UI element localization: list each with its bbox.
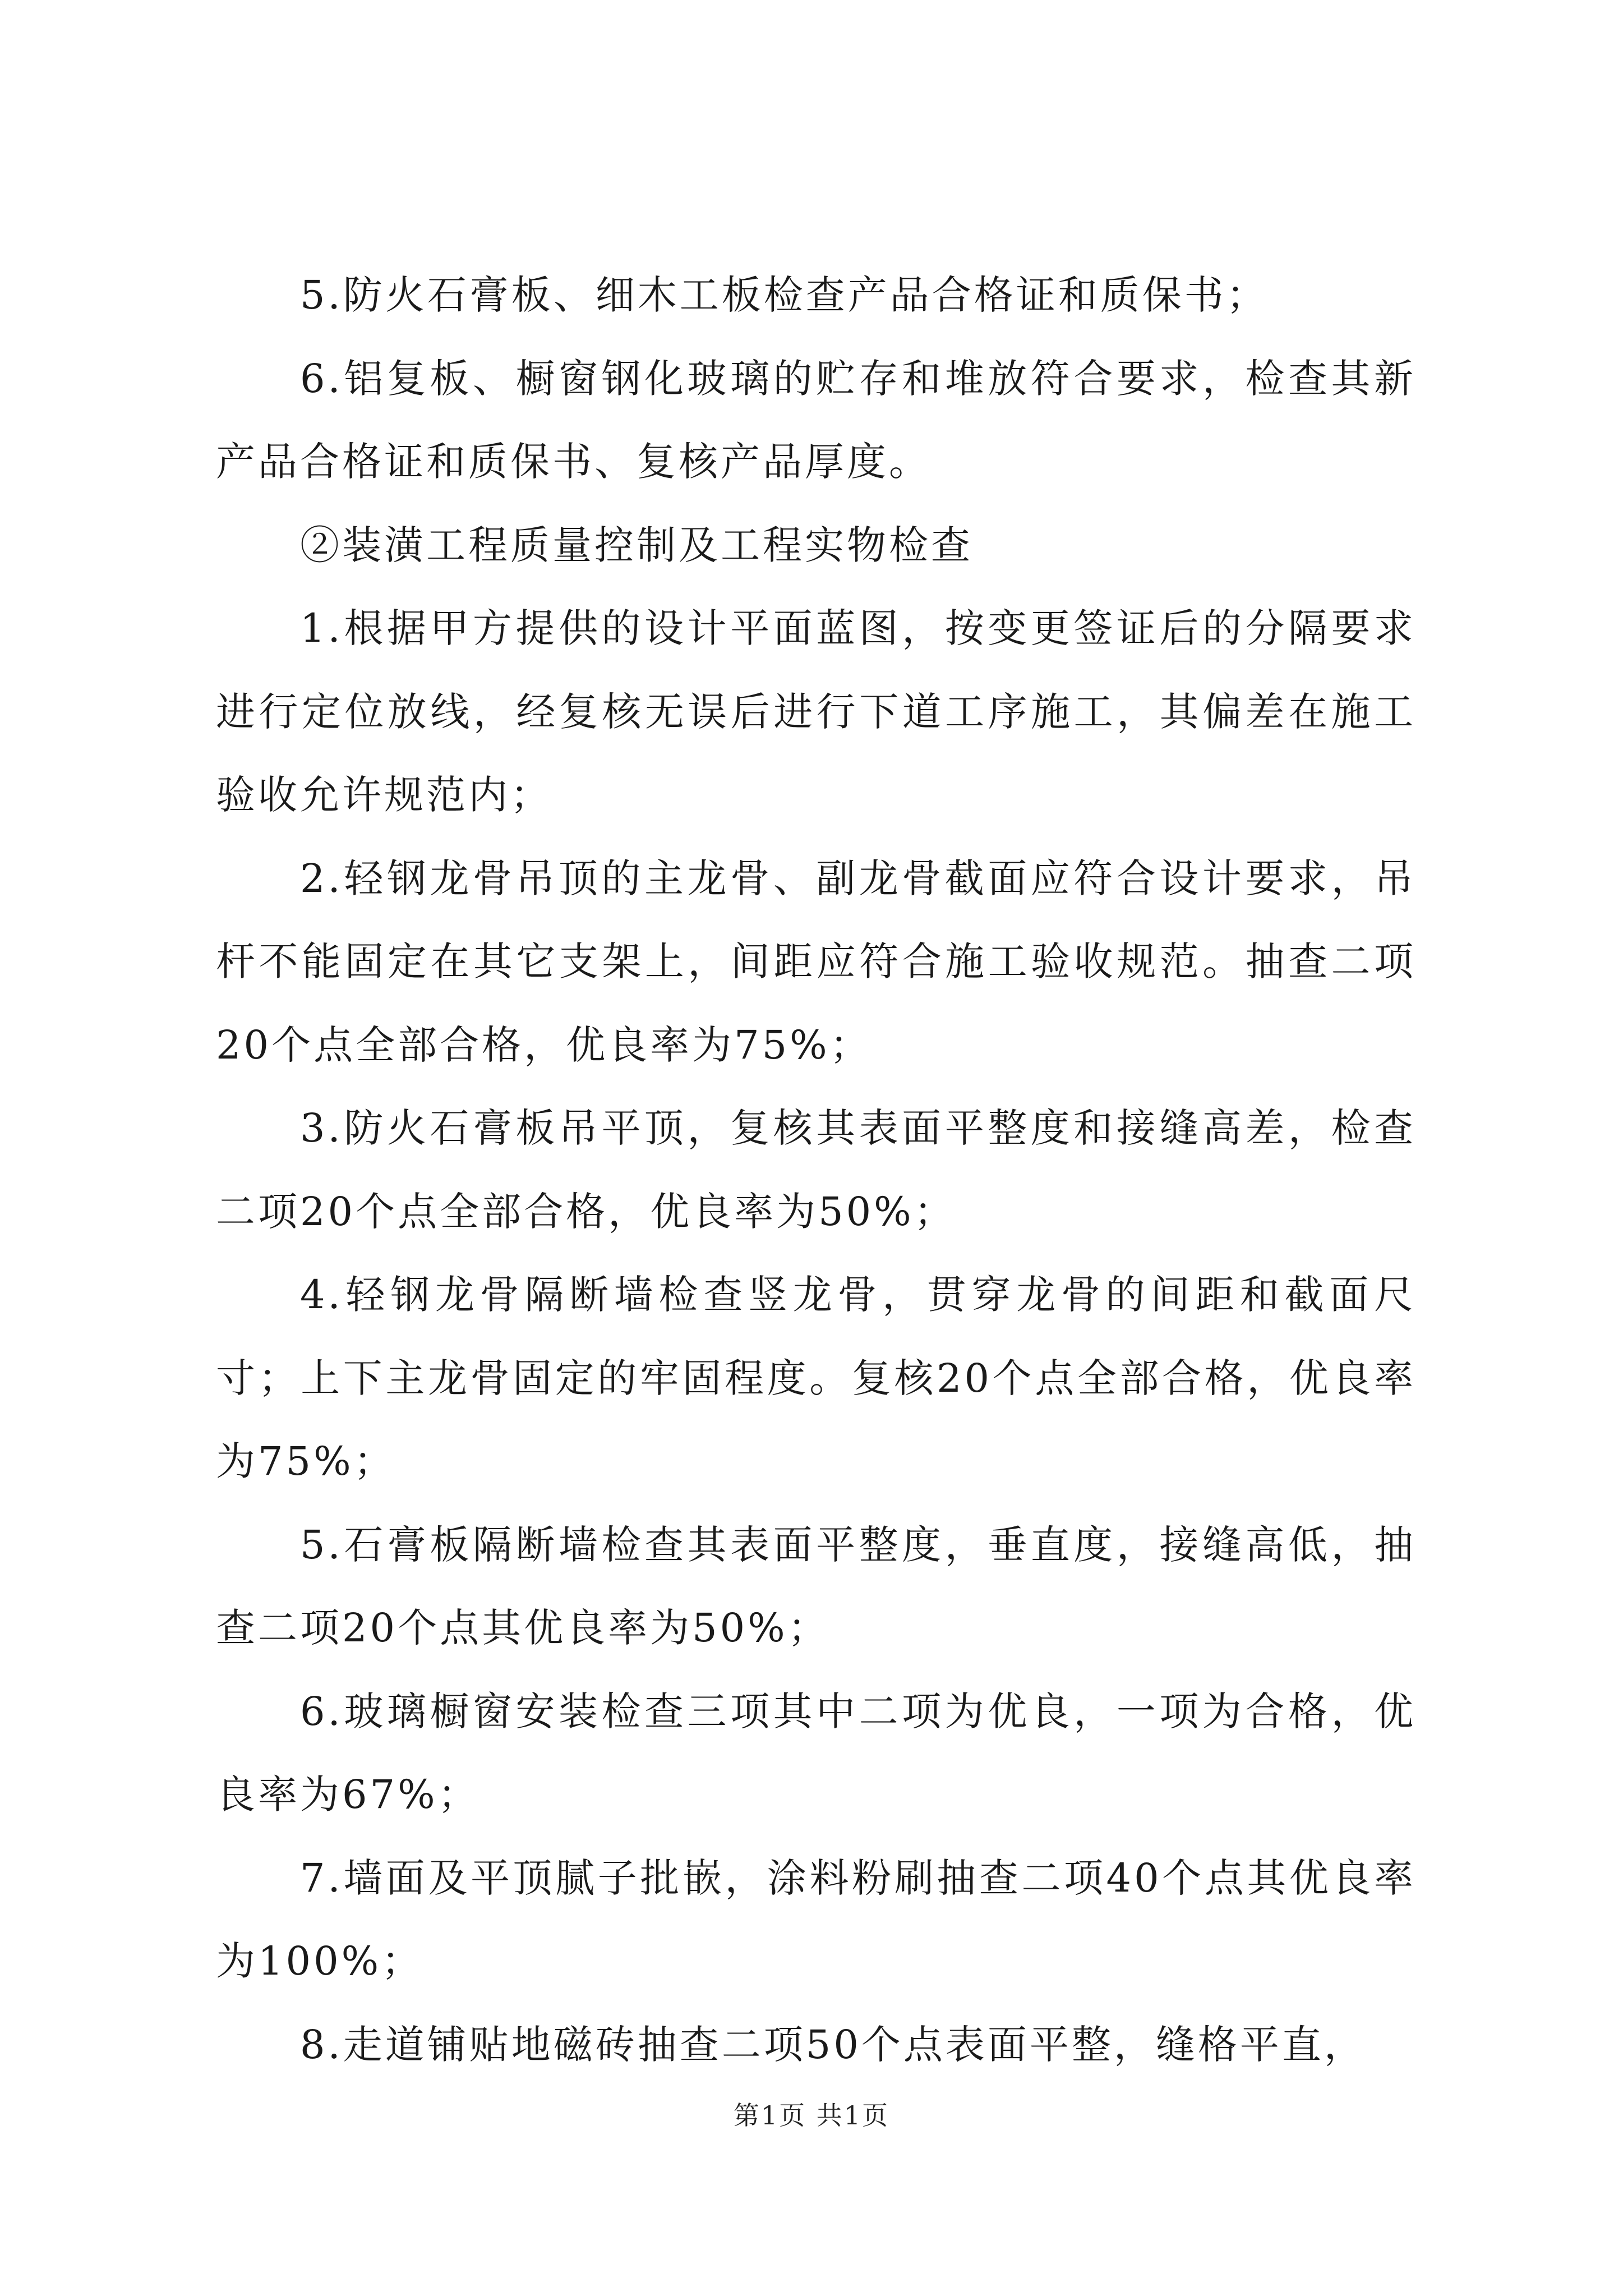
- paragraph-check-7: 7.墙面及平顶腻子批嵌，涂料粉刷抽查二项40个点其优良率为100%；: [216, 1855, 1416, 1984]
- paragraph-check-2: 2.轻钢龙骨吊顶的主龙骨、副龙骨截面应符合设计要求，吊杆不能固定在其它支架上，间距应符合施工验收规范。抽查二项20个点全部合格，优良率为75%；: [216, 855, 1416, 1068]
- paragraph-check-6: 6.玻璃橱窗安装检查三项其中二项为优良，一项为合格，优良率为67%；: [216, 1688, 1416, 1818]
- paragraph-check-3: 3.防火石膏板吊平顶，复核其表面平整度和接缝高差，检查二项20个点全部合格，优良率为50%；: [216, 1105, 1416, 1235]
- paragraph-item-6: 6.铝复板、橱窗钢化玻璃的贮存和堆放符合要求，检查其新产品合格证和质保书、复核产品厚度。: [216, 355, 1416, 485]
- paragraph-check-1: 1.根据甲方提供的设计平面蓝图，按变更签证后的分隔要求进行定位放线，经复核无误后进行下道工序施工，其偏差在施工验收允许规范内；: [216, 605, 1416, 818]
- paragraph-check-4: 4.轻钢龙骨隔断墙检查竖龙骨，贯穿龙骨的间距和截面尺寸；上下主龙骨固定的牢固程度。复核20个点全部合格，优良率为75%；: [216, 1272, 1416, 1484]
- paragraph-check-5: 5.石膏板隔断墙检查其表面平整度，垂直度，接缝高低，抽查二项20个点其优良率为50%；: [216, 1521, 1416, 1651]
- page-number-footer: 第1页 共1页: [733, 2100, 890, 2131]
- paragraph-item-5: 5.防火石膏板、细木工板检查产品合格证和质保书；: [300, 272, 1269, 318]
- document-body: [216, 254, 1416, 2086]
- section-heading: ②装潢工程质量控制及工程实物检查: [300, 522, 973, 568]
- paragraph-check-8: 8.走道铺贴地磁砖抽查二项50个点表面平整，缝格平直，: [300, 2021, 1366, 2068]
